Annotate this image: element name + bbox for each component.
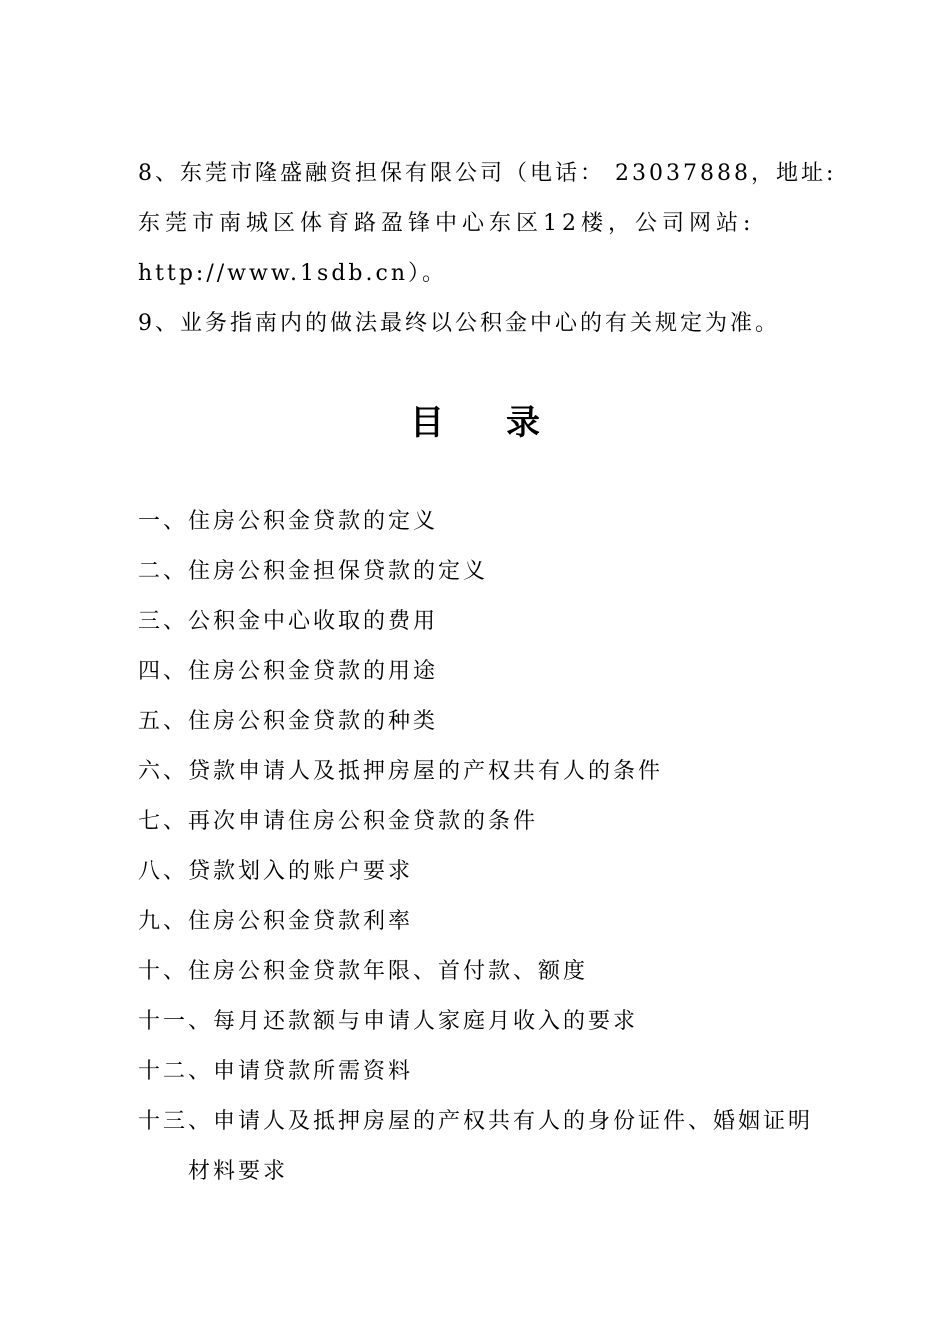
toc-item: 五、住房公积金贷款的种类	[138, 709, 439, 734]
toc-item: 十、住房公积金贷款年限、首付款、额度	[138, 959, 589, 984]
note-9	[138, 299, 798, 349]
toc-item: 六、贷款申请人及抵押房屋的产权共有人的条件	[138, 759, 664, 784]
note-8-line-1: 8、东莞市隆盛融资担保有限公司（电话： 23037888，地址:	[138, 161, 837, 186]
toc-list	[138, 497, 818, 1197]
toc-item: 二、住房公积金担保贷款的定义	[138, 559, 489, 584]
toc-item: 十二、申请贷款所需资料	[138, 1059, 414, 1084]
toc-title-right: 录	[506, 403, 540, 443]
toc-item: 八、贷款划入的账户要求	[138, 859, 414, 884]
toc-item-13	[138, 1097, 818, 1197]
toc-item: 一、住房公积金贷款的定义	[138, 509, 439, 534]
toc-item-13-continuation: 材料要求	[188, 1159, 289, 1184]
toc-item: 三、公积金中心收取的费用	[138, 609, 439, 634]
toc-item: 七、再次申请住房公积金贷款的条件	[138, 809, 539, 834]
toc-item: 四、住房公积金贷款的用途	[138, 659, 439, 684]
toc-title	[0, 398, 950, 448]
note-8-line-2: 东莞市南城区体育路盈锋中心东区12楼，公司网站:	[138, 211, 756, 236]
toc-item: 九、住房公积金贷款利率	[138, 909, 414, 934]
toc-item-13-first-line: 十三、申请人及抵押房屋的产权共有人的身份证件、婚姻证明	[138, 1109, 814, 1134]
note-8	[138, 149, 837, 299]
note-8-line-3: http://www.1sdb.cn）。	[138, 261, 447, 286]
toc-title-left: 目	[410, 403, 444, 443]
note-9-line-1: 9、业务指南内的做法最终以公积金中心的有关规定为准。	[138, 311, 780, 336]
toc-item: 十一、每月还款额与申请人家庭月收入的要求	[138, 1009, 639, 1034]
